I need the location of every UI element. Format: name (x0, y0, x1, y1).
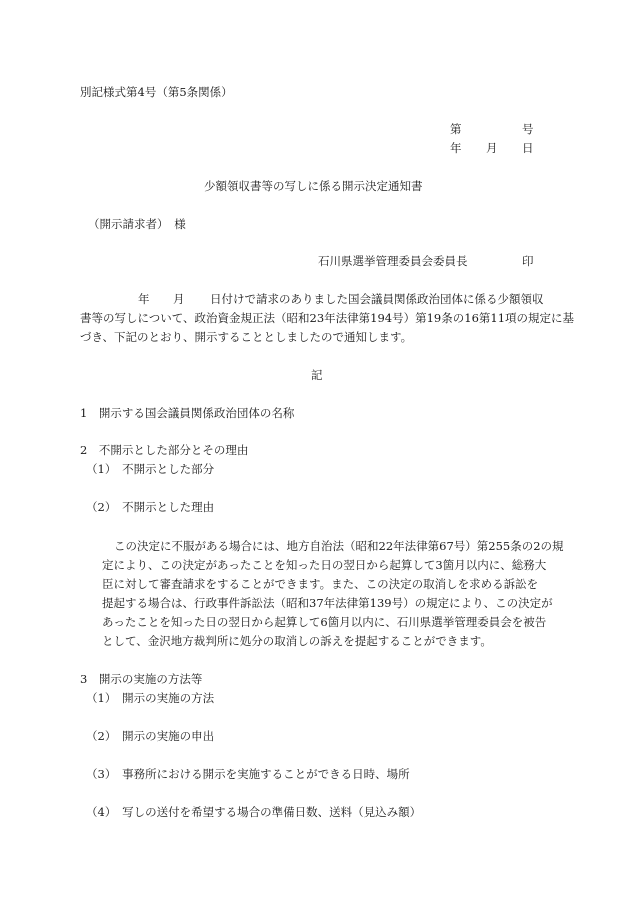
section-2-heading: 2 不開示とした部分とその理由 (80, 443, 249, 457)
seal-mark: 印 (522, 254, 534, 268)
appeal-line-1: この決定に不服がある場合には、地方自治法（昭和22年法律第67号）第255条の2の規 (114, 539, 564, 553)
appeal-line-2: 定により、この決定があったことを知った日の翌日から起算して3箇月以内に、総務大 (102, 558, 547, 572)
body-year: 年 (138, 292, 150, 306)
number-suffix: 号 (522, 122, 534, 136)
ki-heading: 記 (311, 368, 323, 382)
section-1-heading: 1 開示する国会議員関係政治団体の名称 (80, 406, 295, 420)
section-3-1: （1） 開示の実施の方法 (86, 691, 215, 705)
number-prefix: 第 (450, 122, 462, 136)
body-line2: 書等の写しについて、政治資金規正法（昭和23年法律第194号）第19条の16第11項の規定に基 (80, 311, 575, 325)
section-3-heading: 3 開示の実施の方法等 (80, 672, 203, 686)
section-2-1: （1） 不開示とした部分 (86, 462, 215, 476)
date-day: 日 (522, 141, 534, 155)
addressee: （開示請求者） 様 (88, 217, 186, 231)
body-line1: 日付けで請求のありました国会議員関係政治団体に係る少額領収 (210, 292, 544, 306)
section-3-2: （2） 開示の実施の申出 (86, 729, 215, 743)
date-year: 年 (450, 141, 462, 155)
form-label: 別記様式第4号（第5条関係） (80, 85, 233, 99)
body-line3: づき、下記のとおり、開示することとしましたので通知します。 (80, 330, 413, 344)
document-title: 少額領収書等の写しに係る開示決定通知書 (204, 179, 423, 193)
section-2-2: （2） 不開示とした理由 (86, 500, 215, 514)
section-3-3: （3） 事務所における開示を実施することができる日時、場所 (86, 767, 410, 781)
appeal-line-6: として、金沢地方裁判所に処分の取消しの訴えを提起することができます。 (102, 634, 492, 648)
appeal-line-4: 提起する場合は、行政事件訴訟法（昭和37年法律第139号）の規定により、この決定が (102, 596, 553, 610)
appeal-line-5: あったことを知った日の翌日から起算して6箇月以内に、石川県選挙管理委員会を被告 (102, 615, 547, 629)
date-month: 月 (486, 141, 498, 155)
appeal-line-3: 臣に対して審査請求をすることができます。また、この決定の取消しを求める訴訟を (102, 577, 539, 591)
body-month: 月 (173, 292, 185, 306)
issuer: 石川県選挙管理委員会委員長 (318, 254, 468, 268)
section-3-4: （4） 写しの送付を希望する場合の準備日数、送料（見込み額） (86, 805, 422, 819)
